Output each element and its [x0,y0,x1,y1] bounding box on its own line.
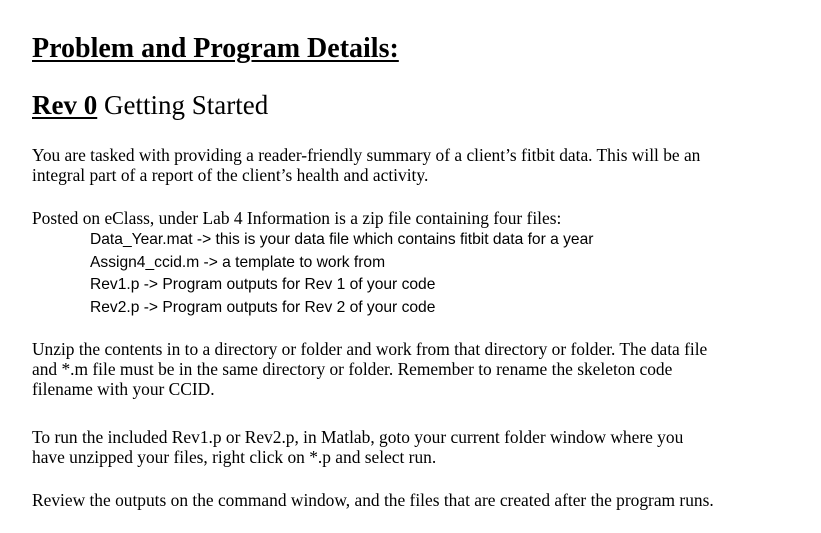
unzip-line-2: and *.m file must be in the same directory or folder. Remember to rename the skeleton code [32,359,673,379]
review-paragraph: Review the outputs on the command window, and the files that are created after the program runs. [32,490,714,510]
intro-line-2: integral part of a report of the client’s health and activity. [32,165,429,185]
run-paragraph [32,427,683,467]
unzip-paragraph [32,339,707,399]
posted-paragraph: Posted on eClass, under Lab 4 Information is a zip file containing four files: [32,208,562,228]
intro-line-1: You are tasked with providing a reader-friendly summary of a client’s fitbit data. This will be an [32,145,701,165]
unzip-line-1: Unzip the contents in to a directory or folder and work from that directory or folder. The data file [32,339,708,359]
file-item-rev1: Rev1.p -> Program outputs for Rev 1 of your code [90,276,436,293]
run-line-1: To run the included Rev1.p or Rev2.p, in Matlab, goto your current folder window where you [32,427,684,447]
intro-paragraph [32,145,700,185]
file-list [90,229,593,319]
run-line-2: have unzipped your files, right click on *.p and select run. [32,447,437,467]
section-heading [32,89,268,121]
file-item-assign4: Assign4_ccid.m -> a template to work from [90,253,386,271]
unzip-line-3: filename with your CCID. [32,379,215,399]
file-item-rev2: Rev2.p -> Program outputs for Rev 2 of your code [90,298,436,316]
section-heading-text: Getting Started [97,90,269,120]
file-item-data-year: Data_Year.mat -> this is your data file which contains fitbit data for a year [90,231,594,248]
document-title: Problem and Program Details: [32,33,399,64]
rev-label: Rev 0 [32,90,98,120]
